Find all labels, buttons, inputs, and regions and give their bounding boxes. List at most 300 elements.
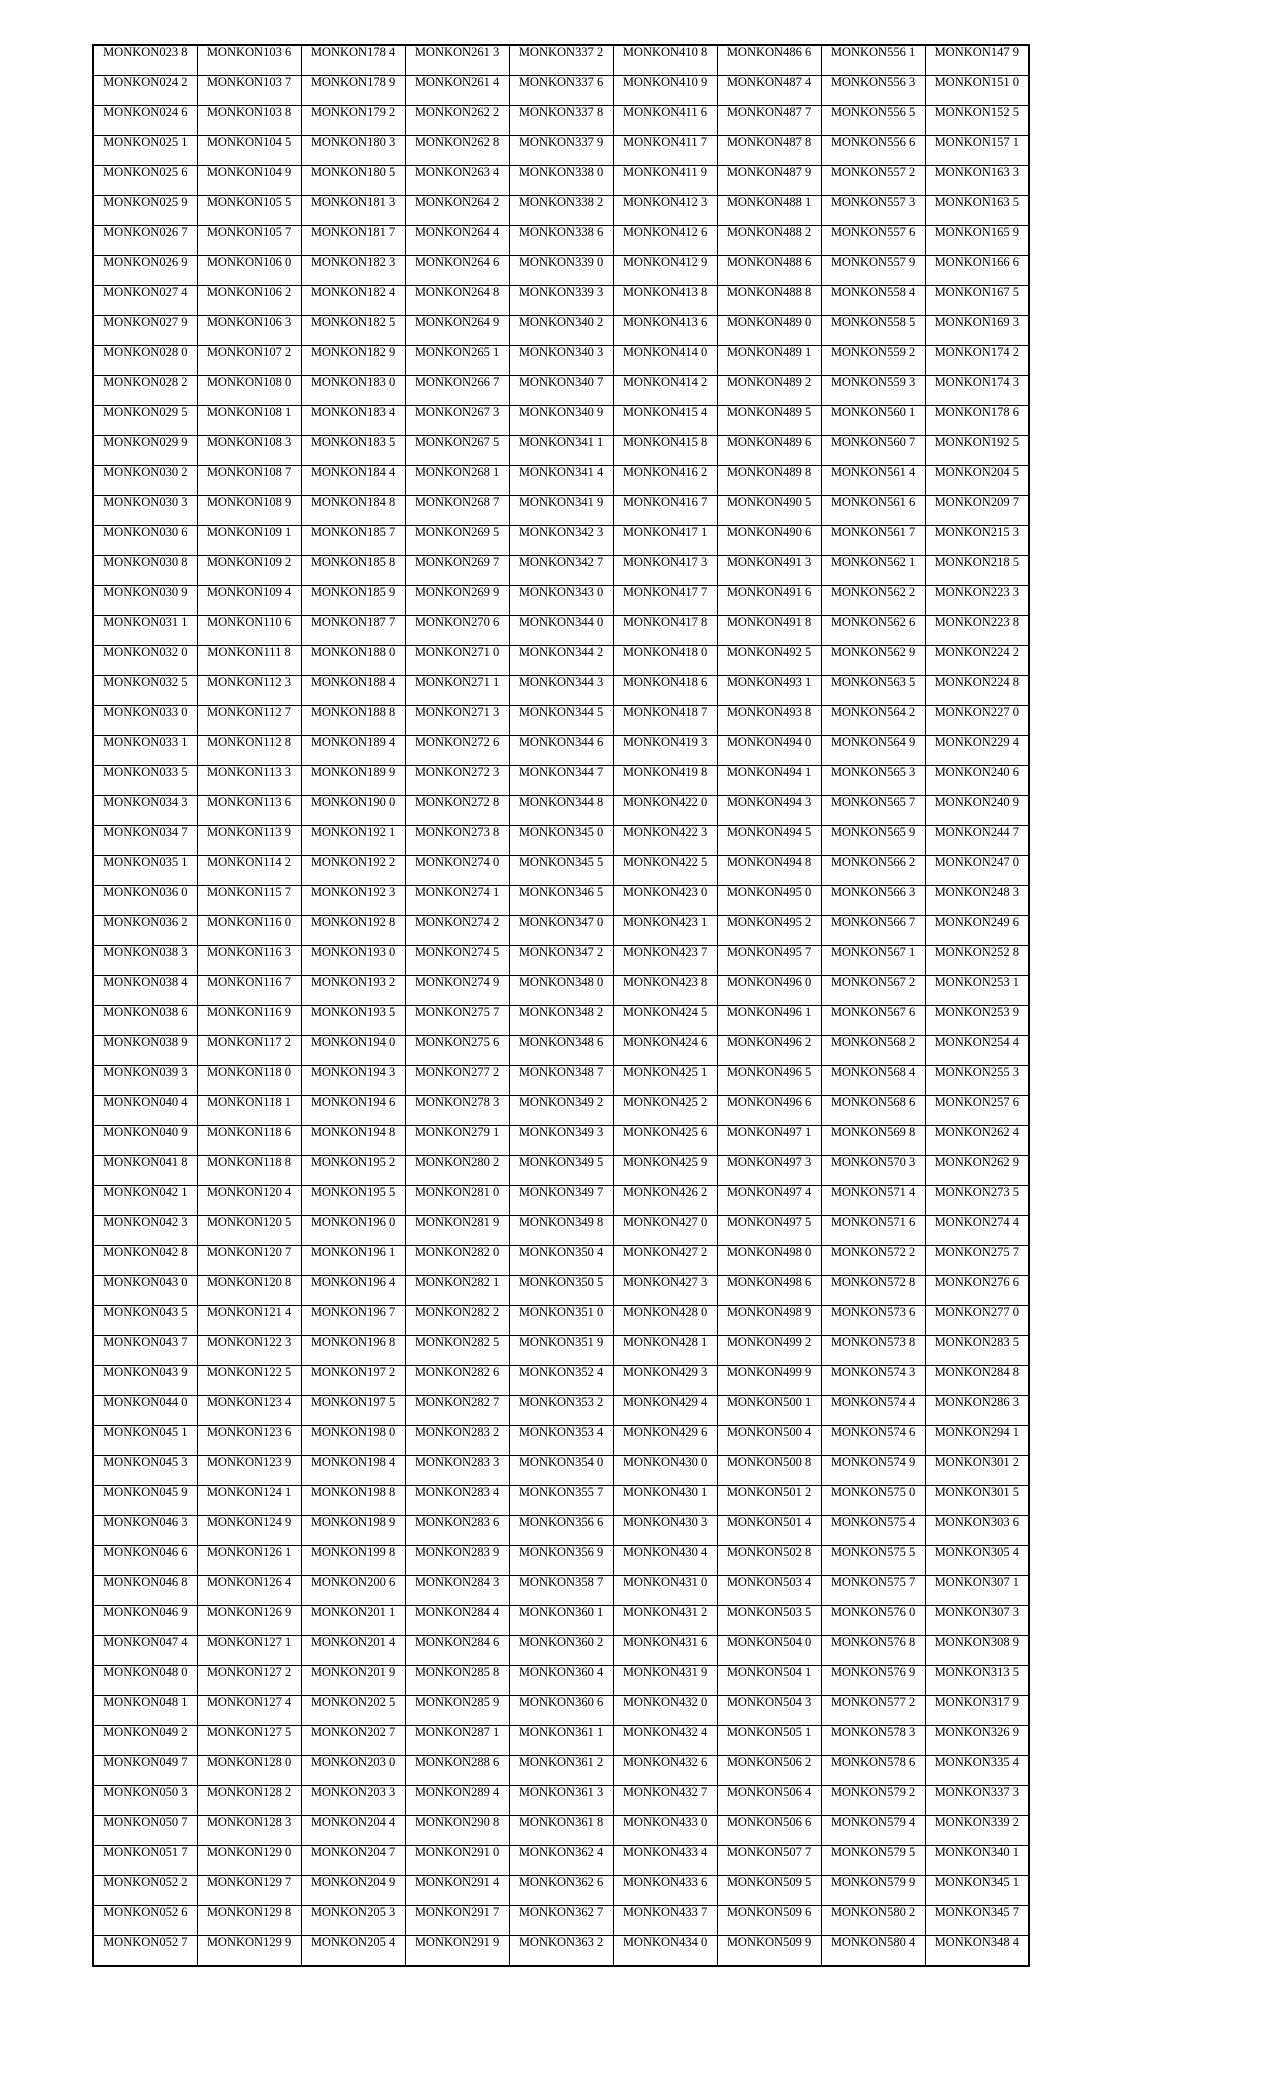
cell-code: MONKON494 5 bbox=[726, 825, 812, 839]
cell-code: MONKON307 1 bbox=[934, 1575, 1019, 1589]
table-cell bbox=[301, 1516, 405, 1546]
table-cell bbox=[717, 1846, 821, 1876]
table-cell bbox=[93, 436, 197, 466]
table-row bbox=[93, 256, 1029, 286]
cell-code: MONKON574 4 bbox=[830, 1395, 916, 1409]
cell-code: MONKON344 0 bbox=[518, 615, 604, 629]
table-cell bbox=[301, 916, 405, 946]
cell-code: MONKON202 5 bbox=[310, 1695, 396, 1709]
cell-code: MONKON030 8 bbox=[103, 555, 188, 569]
table-cell bbox=[93, 1666, 197, 1696]
cell-code: MONKON362 7 bbox=[518, 1905, 604, 1919]
table-row bbox=[93, 976, 1029, 1006]
table-cell bbox=[717, 946, 821, 976]
table-cell bbox=[717, 1066, 821, 1096]
cell-code: MONKON341 9 bbox=[518, 495, 604, 509]
table-cell bbox=[821, 826, 925, 856]
table-cell bbox=[925, 886, 1029, 916]
table-cell bbox=[821, 466, 925, 496]
table-cell bbox=[197, 676, 301, 706]
table-cell bbox=[197, 1816, 301, 1846]
cell-code: MONKON035 1 bbox=[103, 855, 188, 869]
table-cell bbox=[405, 226, 509, 256]
table-cell bbox=[93, 466, 197, 496]
table-cell bbox=[717, 1336, 821, 1366]
table-cell bbox=[93, 1486, 197, 1516]
table-cell bbox=[509, 1876, 613, 1906]
cell-code: MONKON341 4 bbox=[518, 465, 604, 479]
cell-code: MONKON240 6 bbox=[934, 765, 1019, 779]
cell-code: MONKON425 9 bbox=[622, 1155, 708, 1169]
table-cell bbox=[197, 856, 301, 886]
cell-code: MONKON431 2 bbox=[622, 1605, 708, 1619]
table-cell bbox=[197, 766, 301, 796]
cell-code: MONKON509 5 bbox=[726, 1875, 812, 1889]
table-cell bbox=[405, 1426, 509, 1456]
table-cell bbox=[93, 976, 197, 1006]
cell-code: MONKON417 8 bbox=[622, 615, 708, 629]
table-cell bbox=[509, 766, 613, 796]
table-cell bbox=[717, 1426, 821, 1456]
cell-code: MONKON571 6 bbox=[830, 1215, 916, 1229]
cell-code: MONKON488 1 bbox=[726, 195, 812, 209]
cell-code: MONKON271 1 bbox=[414, 675, 500, 689]
cell-code: MONKON201 1 bbox=[310, 1605, 396, 1619]
table-cell bbox=[405, 106, 509, 136]
table-cell bbox=[717, 1726, 821, 1756]
cell-code: MONKON559 2 bbox=[830, 345, 916, 359]
table-cell bbox=[925, 1276, 1029, 1306]
table-cell bbox=[509, 1456, 613, 1486]
table-cell bbox=[613, 1726, 717, 1756]
table-cell bbox=[301, 106, 405, 136]
table-cell bbox=[405, 1066, 509, 1096]
table-cell bbox=[405, 76, 509, 106]
table-cell bbox=[405, 976, 509, 1006]
table-cell bbox=[613, 796, 717, 826]
table-cell bbox=[301, 1576, 405, 1606]
cell-code: MONKON499 2 bbox=[726, 1335, 812, 1349]
table-cell bbox=[717, 856, 821, 886]
cell-code: MONKON112 8 bbox=[207, 735, 291, 749]
cell-code: MONKON118 1 bbox=[207, 1095, 291, 1109]
table-cell bbox=[93, 1246, 197, 1276]
cell-code: MONKON285 9 bbox=[414, 1695, 500, 1709]
table-row bbox=[93, 76, 1029, 106]
cell-code: MONKON036 2 bbox=[103, 915, 188, 929]
cell-code: MONKON120 7 bbox=[206, 1245, 292, 1259]
table-cell bbox=[301, 1126, 405, 1156]
table-cell bbox=[301, 1786, 405, 1816]
table-cell bbox=[613, 976, 717, 1006]
table-cell bbox=[509, 1216, 613, 1246]
table-cell bbox=[405, 1636, 509, 1666]
table-cell bbox=[717, 1186, 821, 1216]
cell-code: MONKON218 5 bbox=[934, 555, 1019, 569]
table-cell bbox=[197, 1696, 301, 1726]
table-cell bbox=[509, 1756, 613, 1786]
table-cell bbox=[405, 1276, 509, 1306]
cell-code: MONKON118 0 bbox=[207, 1065, 291, 1079]
table-cell bbox=[925, 106, 1029, 136]
cell-code: MONKON288 6 bbox=[414, 1755, 500, 1769]
table-row bbox=[93, 1126, 1029, 1156]
cell-code: MONKON497 4 bbox=[726, 1185, 812, 1199]
cell-code: MONKON491 3 bbox=[726, 555, 812, 569]
table-cell bbox=[613, 766, 717, 796]
cell-code: MONKON290 8 bbox=[414, 1815, 500, 1829]
cell-code: MONKON275 6 bbox=[414, 1035, 500, 1049]
cell-code: MONKON348 2 bbox=[518, 1005, 604, 1019]
cell-code: MONKON185 8 bbox=[310, 555, 396, 569]
cell-code: MONKON345 1 bbox=[934, 1875, 1019, 1889]
cell-code: MONKON128 0 bbox=[206, 1755, 292, 1769]
cell-code: MONKON028 0 bbox=[103, 345, 188, 359]
table-cell bbox=[613, 76, 717, 106]
table-cell bbox=[405, 1306, 509, 1336]
table-row bbox=[93, 1906, 1029, 1936]
cell-code: MONKON340 7 bbox=[518, 375, 604, 389]
cell-code: MONKON248 3 bbox=[934, 885, 1019, 899]
cell-code: MONKON343 0 bbox=[518, 585, 604, 599]
table-cell bbox=[821, 1696, 925, 1726]
cell-code: MONKON575 7 bbox=[830, 1575, 916, 1589]
table-cell bbox=[925, 1786, 1029, 1816]
table-cell bbox=[93, 286, 197, 316]
table-cell bbox=[301, 1876, 405, 1906]
cell-code: MONKON127 4 bbox=[206, 1695, 292, 1709]
table-cell bbox=[301, 1726, 405, 1756]
table-cell bbox=[405, 676, 509, 706]
table-cell bbox=[613, 526, 717, 556]
table-cell bbox=[197, 196, 301, 226]
table-cell bbox=[197, 946, 301, 976]
table-cell bbox=[405, 1576, 509, 1606]
cell-code: MONKON182 4 bbox=[310, 285, 396, 299]
table-cell bbox=[509, 796, 613, 826]
cell-code: MONKON493 1 bbox=[726, 675, 812, 689]
cell-code: MONKON025 6 bbox=[103, 165, 188, 179]
table-cell bbox=[197, 1606, 301, 1636]
table-cell bbox=[613, 556, 717, 586]
table-row bbox=[93, 1036, 1029, 1066]
cell-code: MONKON337 6 bbox=[518, 75, 604, 89]
table-cell bbox=[509, 1006, 613, 1036]
cell-code: MONKON106 0 bbox=[206, 255, 292, 269]
cell-code: MONKON567 1 bbox=[830, 945, 916, 959]
cell-code: MONKON335 4 bbox=[934, 1755, 1019, 1769]
table-cell bbox=[821, 1186, 925, 1216]
table-cell bbox=[197, 556, 301, 586]
cell-code: MONKON268 1 bbox=[414, 465, 500, 479]
table-cell bbox=[925, 1546, 1029, 1576]
table-cell bbox=[509, 106, 613, 136]
table-row bbox=[93, 226, 1029, 256]
table-row bbox=[93, 1336, 1029, 1366]
cell-code: MONKON348 4 bbox=[934, 1935, 1019, 1949]
table-cell bbox=[509, 1156, 613, 1186]
cell-code: MONKON284 6 bbox=[414, 1635, 500, 1649]
cell-code: MONKON344 5 bbox=[518, 705, 604, 719]
cell-code: MONKON291 9 bbox=[414, 1935, 500, 1949]
table-cell bbox=[509, 916, 613, 946]
cell-code: MONKON349 8 bbox=[518, 1215, 604, 1229]
table-cell bbox=[93, 76, 197, 106]
cell-code: MONKON498 9 bbox=[726, 1305, 812, 1319]
cell-code: MONKON126 9 bbox=[206, 1605, 292, 1619]
cell-code: MONKON050 3 bbox=[103, 1785, 188, 1799]
cell-code: MONKON180 3 bbox=[310, 135, 396, 149]
cell-code: MONKON282 7 bbox=[414, 1395, 500, 1409]
table-row bbox=[93, 886, 1029, 916]
table-cell bbox=[821, 1576, 925, 1606]
table-cell bbox=[93, 316, 197, 346]
table-cell bbox=[301, 346, 405, 376]
cell-code: MONKON344 8 bbox=[518, 795, 604, 809]
cell-code: MONKON499 9 bbox=[726, 1365, 812, 1379]
cell-code: MONKON363 2 bbox=[518, 1935, 604, 1949]
table-cell bbox=[509, 1666, 613, 1696]
table-cell bbox=[717, 1786, 821, 1816]
cell-code: MONKON344 3 bbox=[518, 675, 604, 689]
table-cell bbox=[93, 526, 197, 556]
table-cell bbox=[405, 1906, 509, 1936]
table-cell bbox=[93, 1876, 197, 1906]
cell-code: MONKON108 1 bbox=[206, 405, 292, 419]
table-cell bbox=[197, 1486, 301, 1516]
cell-code: MONKON353 4 bbox=[518, 1425, 604, 1439]
table-cell bbox=[925, 226, 1029, 256]
cell-code: MONKON174 2 bbox=[934, 345, 1019, 359]
cell-code: MONKON424 6 bbox=[622, 1035, 708, 1049]
table-cell bbox=[613, 1186, 717, 1216]
table-cell bbox=[405, 466, 509, 496]
table-cell bbox=[925, 466, 1029, 496]
cell-code: MONKON488 2 bbox=[726, 225, 812, 239]
table-cell bbox=[925, 586, 1029, 616]
cell-code: MONKON123 4 bbox=[206, 1395, 292, 1409]
table-cell bbox=[717, 1756, 821, 1786]
table-cell bbox=[301, 1096, 405, 1126]
table-cell bbox=[613, 45, 717, 76]
table-cell bbox=[821, 706, 925, 736]
table-cell bbox=[197, 736, 301, 766]
cell-code: MONKON193 0 bbox=[310, 945, 396, 959]
cell-code: MONKON127 1 bbox=[206, 1635, 292, 1649]
cell-code: MONKON489 1 bbox=[726, 345, 812, 359]
table-row bbox=[93, 1666, 1029, 1696]
table-row bbox=[93, 946, 1029, 976]
table-cell bbox=[405, 1036, 509, 1066]
cell-code: MONKON423 0 bbox=[622, 885, 708, 899]
table-cell bbox=[717, 1816, 821, 1846]
table-cell bbox=[405, 346, 509, 376]
table-cell bbox=[509, 586, 613, 616]
table-row bbox=[93, 1606, 1029, 1636]
table-cell bbox=[509, 76, 613, 106]
table-row bbox=[93, 676, 1029, 706]
table-cell bbox=[197, 1786, 301, 1816]
cell-code: MONKON361 8 bbox=[518, 1815, 604, 1829]
cell-code: MONKON360 6 bbox=[518, 1695, 604, 1709]
table-cell bbox=[93, 946, 197, 976]
table-cell bbox=[301, 466, 405, 496]
cell-code: MONKON051 7 bbox=[103, 1845, 188, 1859]
cell-code: MONKON497 1 bbox=[726, 1125, 812, 1139]
table-cell bbox=[821, 1216, 925, 1246]
cell-code: MONKON283 9 bbox=[414, 1545, 500, 1559]
cell-code: MONKON227 0 bbox=[934, 705, 1019, 719]
cell-code: MONKON181 3 bbox=[310, 195, 396, 209]
cell-code: MONKON354 0 bbox=[518, 1455, 604, 1469]
table-cell bbox=[613, 496, 717, 526]
table-cell bbox=[301, 676, 405, 706]
table-cell bbox=[301, 976, 405, 1006]
cell-code: MONKON560 1 bbox=[830, 405, 916, 419]
cell-code: MONKON269 5 bbox=[414, 525, 500, 539]
cell-code: MONKON032 5 bbox=[103, 675, 188, 689]
table-row bbox=[93, 466, 1029, 496]
table-row bbox=[93, 586, 1029, 616]
cell-code: MONKON123 9 bbox=[206, 1455, 292, 1469]
table-cell bbox=[509, 1576, 613, 1606]
table-cell bbox=[821, 916, 925, 946]
cell-code: MONKON575 4 bbox=[830, 1515, 916, 1529]
cell-code: MONKON410 9 bbox=[622, 75, 708, 89]
table-cell bbox=[301, 1666, 405, 1696]
table-cell bbox=[301, 1606, 405, 1636]
table-row bbox=[93, 526, 1029, 556]
table-cell bbox=[93, 766, 197, 796]
cell-code: MONKON340 1 bbox=[934, 1845, 1019, 1859]
table-cell bbox=[197, 376, 301, 406]
table-cell bbox=[613, 286, 717, 316]
table-cell bbox=[821, 316, 925, 346]
table-cell bbox=[509, 166, 613, 196]
table-cell bbox=[821, 496, 925, 526]
table-cell bbox=[301, 256, 405, 286]
cell-code: MONKON562 9 bbox=[830, 645, 916, 659]
table-cell bbox=[925, 76, 1029, 106]
cell-code: MONKON030 2 bbox=[103, 465, 188, 479]
cell-code: MONKON566 7 bbox=[830, 915, 916, 929]
table-cell bbox=[93, 1636, 197, 1666]
cell-code: MONKON350 4 bbox=[518, 1245, 604, 1259]
table-cell bbox=[821, 1096, 925, 1126]
cell-code: MONKON192 5 bbox=[934, 435, 1019, 449]
cell-code: MONKON348 0 bbox=[518, 975, 604, 989]
table-cell bbox=[509, 856, 613, 886]
table-row bbox=[93, 196, 1029, 226]
table-cell bbox=[821, 436, 925, 466]
table-cell bbox=[925, 796, 1029, 826]
table-row bbox=[93, 376, 1029, 406]
table-row bbox=[93, 1876, 1029, 1906]
table-cell bbox=[301, 1366, 405, 1396]
table-cell bbox=[197, 1846, 301, 1876]
cell-code: MONKON166 6 bbox=[934, 255, 1019, 269]
cell-code: MONKON294 1 bbox=[934, 1425, 1019, 1439]
table-cell bbox=[925, 406, 1029, 436]
cell-code: MONKON415 4 bbox=[622, 405, 708, 419]
cell-code: MONKON429 3 bbox=[622, 1365, 708, 1379]
table-cell bbox=[93, 1576, 197, 1606]
cell-code: MONKON413 6 bbox=[622, 315, 708, 329]
cell-code: MONKON192 1 bbox=[310, 825, 396, 839]
cell-code: MONKON113 6 bbox=[207, 795, 291, 809]
cell-code: MONKON273 8 bbox=[414, 825, 500, 839]
table-cell bbox=[821, 376, 925, 406]
cell-code: MONKON567 6 bbox=[830, 1005, 916, 1019]
cell-code: MONKON576 8 bbox=[830, 1635, 916, 1649]
table-cell bbox=[405, 706, 509, 736]
cell-code: MONKON204 9 bbox=[310, 1875, 396, 1889]
table-cell bbox=[717, 1666, 821, 1696]
cell-code: MONKON262 8 bbox=[414, 135, 500, 149]
table-cell bbox=[197, 1546, 301, 1576]
cell-code: MONKON412 6 bbox=[622, 225, 708, 239]
table-cell bbox=[405, 1666, 509, 1696]
cell-code: MONKON272 3 bbox=[414, 765, 500, 779]
cell-code: MONKON282 2 bbox=[414, 1305, 500, 1319]
table-cell bbox=[301, 1006, 405, 1036]
cell-code: MONKON558 4 bbox=[830, 285, 916, 299]
table-cell bbox=[509, 826, 613, 856]
table-cell bbox=[301, 76, 405, 106]
table-cell bbox=[925, 1306, 1029, 1336]
table-cell bbox=[509, 136, 613, 166]
cell-code: MONKON337 9 bbox=[518, 135, 604, 149]
table-cell bbox=[405, 1006, 509, 1036]
cell-code: MONKON048 1 bbox=[103, 1695, 188, 1709]
table-cell bbox=[197, 1336, 301, 1366]
table-row bbox=[93, 856, 1029, 886]
table-cell bbox=[301, 646, 405, 676]
cell-code: MONKON416 7 bbox=[622, 495, 708, 509]
cell-code: MONKON023 8 bbox=[103, 45, 188, 59]
table-cell bbox=[925, 676, 1029, 706]
cell-code: MONKON036 0 bbox=[103, 885, 188, 899]
table-cell bbox=[301, 1756, 405, 1786]
cell-code: MONKON265 1 bbox=[414, 345, 500, 359]
cell-code: MONKON204 7 bbox=[310, 1845, 396, 1859]
cell-code: MONKON109 4 bbox=[206, 585, 292, 599]
cell-code: MONKON431 0 bbox=[622, 1575, 708, 1589]
cell-code: MONKON426 2 bbox=[622, 1185, 708, 1199]
table-cell bbox=[821, 1516, 925, 1546]
table-cell bbox=[405, 1846, 509, 1876]
cell-code: MONKON052 2 bbox=[103, 1875, 188, 1889]
cell-code: MONKON128 3 bbox=[206, 1815, 292, 1829]
cell-code: MONKON308 9 bbox=[934, 1635, 1019, 1649]
table-cell bbox=[405, 586, 509, 616]
table-cell bbox=[301, 736, 405, 766]
cell-code: MONKON129 0 bbox=[206, 1845, 292, 1859]
table-cell bbox=[405, 1216, 509, 1246]
table-cell bbox=[821, 1366, 925, 1396]
table-cell bbox=[613, 166, 717, 196]
table-cell bbox=[821, 1246, 925, 1276]
table-cell bbox=[301, 946, 405, 976]
table-cell bbox=[717, 676, 821, 706]
table-cell bbox=[717, 286, 821, 316]
cell-code: MONKON428 0 bbox=[622, 1305, 708, 1319]
table-row bbox=[93, 646, 1029, 676]
table-cell bbox=[93, 1366, 197, 1396]
cell-code: MONKON429 4 bbox=[622, 1395, 708, 1409]
table-cell bbox=[821, 1876, 925, 1906]
table-cell bbox=[821, 766, 925, 796]
